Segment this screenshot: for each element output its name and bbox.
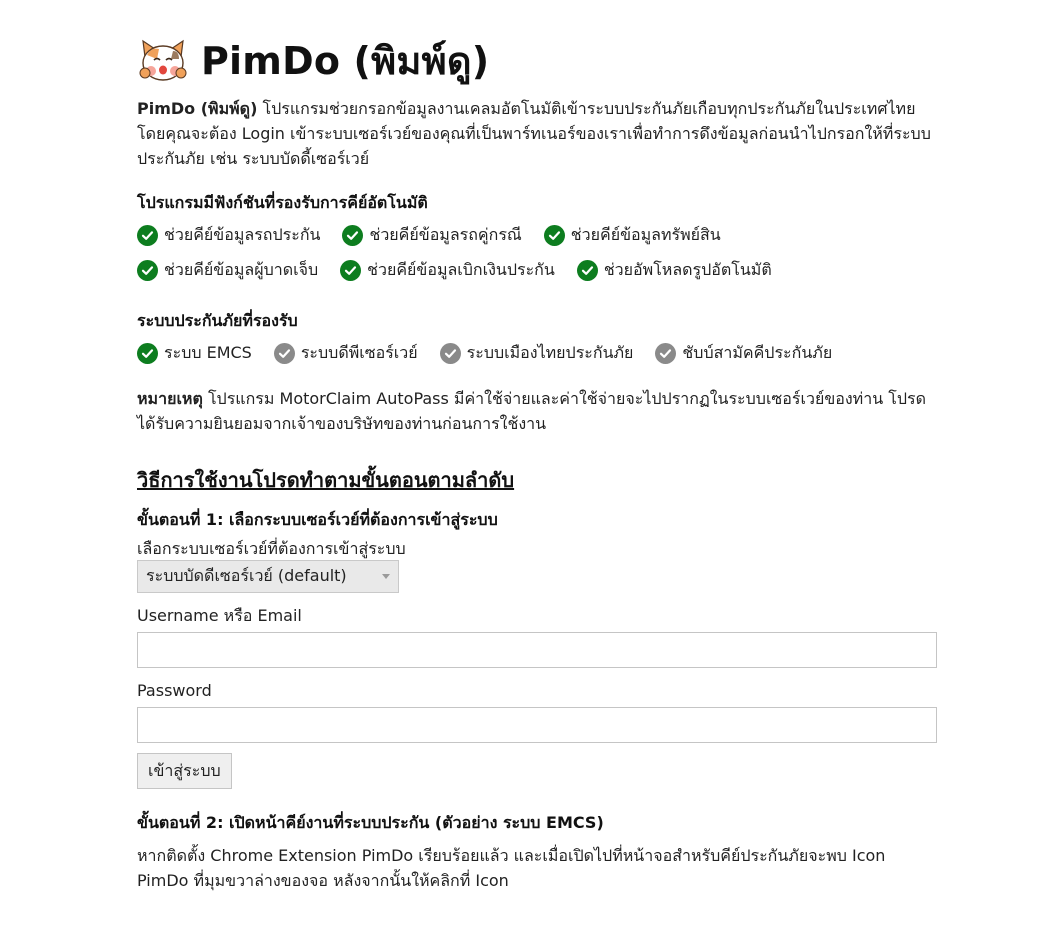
- step2-heading: ขั้นตอนที่ 2: เปิดหน้าคีย์งานที่ระบบประกัน (ตัวอย่าง ระบบ EMCS): [137, 813, 604, 832]
- systems-item: [137, 341, 252, 366]
- systems-item: [440, 341, 634, 366]
- intro-text: โปรแกรมช่วยกรอกข้อมูลงานเคลมอัตโนมัติเข้าระบบประกันภัยเกือบทุกประกันภัยในประเทศไทย โดยคุณจะต้อง Login เข้าระบบเซอร์เวย์ของคุณที่เป็นพาร์ทเนอร์ของเราเพื่อทำการดึงข้อมูลก่อนนำไปกรอกให้ที่ระบบประกันภัย เช่น ระบบบัดดี้เซอร์เวย์: [137, 99, 931, 168]
- check-circle-icon: [137, 260, 158, 281]
- check-circle-icon: [340, 260, 361, 281]
- features-item: [342, 223, 521, 248]
- username-input[interactable]: [137, 632, 937, 668]
- cat-icon: [137, 37, 189, 83]
- intro-brand: PimDo (พิมพ์ดู): [137, 99, 258, 118]
- features-item-label: ช่วยอัพโหลดรูปอัตโนมัติ: [603, 260, 772, 279]
- features-item-label: ช่วยคีย์ข้อมูลผู้บาดเจ็บ: [164, 260, 319, 279]
- features-item-label: ช่วยคีย์ข้อมูลรถคู่กรณี: [369, 225, 522, 244]
- check-circle-icon: [577, 260, 598, 281]
- survey-system-select[interactable]: [137, 560, 399, 593]
- features-list: [137, 219, 837, 289]
- features-heading: โปรแกรมมีฟังก์ชันที่รองรับการคีย์อัตโนมัติ: [137, 193, 428, 212]
- header: [137, 36, 937, 84]
- features-item-label: ช่วยคีย์ข้อมูลรถประกัน: [164, 225, 321, 244]
- systems-item: [274, 341, 418, 366]
- features-item: [577, 258, 772, 283]
- step1-heading: ขั้นตอนที่ 1: เลือกระบบเซอร์เวย์ที่ต้องการเข้าสู่ระบบ: [137, 510, 498, 529]
- username-label: Username หรือ Email: [137, 606, 302, 625]
- systems-item-label: ระบบ EMCS: [164, 343, 252, 362]
- systems-item-label: ระบบเมืองไทยประกันภัย: [466, 343, 634, 362]
- check-circle-icon: [137, 343, 158, 364]
- page-title: PimDo (พิมพ์ดู): [201, 38, 490, 83]
- login-button[interactable]: เข้าสู่ระบบ: [137, 753, 232, 789]
- howto-heading: วิธีการใช้งานโปรดทำตามขั้นตอนตามลำดับ: [137, 468, 515, 492]
- features-item: [137, 223, 320, 248]
- features-item: [340, 258, 555, 283]
- features-item-label: ช่วยคีย์ข้อมูลทรัพย์สิน: [570, 225, 721, 244]
- features-item-label: ช่วยคีย์ข้อมูลเบิกเงินประกัน: [367, 260, 555, 279]
- check-circle-icon: [342, 225, 363, 246]
- features-item: [137, 258, 318, 283]
- intro-paragraph: [137, 96, 937, 171]
- check-circle-icon: [440, 343, 461, 364]
- password-input[interactable]: [137, 707, 937, 743]
- features-item: [544, 223, 721, 248]
- systems-heading: ระบบประกันภัยที่รองรับ: [137, 311, 298, 330]
- check-circle-icon: [544, 225, 565, 246]
- survey-system-label: เลือกระบบเซอร์เวย์ที่ต้องการเข้าสู่ระบบ: [137, 539, 406, 558]
- systems-list: [137, 337, 937, 372]
- systems-item: [655, 341, 832, 366]
- check-circle-icon: [655, 343, 676, 364]
- note-paragraph: [137, 386, 937, 436]
- systems-item-label: ระบบดีพีเซอร์เวย์: [300, 343, 418, 362]
- survey-system-selected: ระบบบัดดีเซอร์เวย์ (default): [146, 566, 347, 585]
- chevron-down-icon: [382, 574, 390, 579]
- step2-text: หากติดตั้ง Chrome Extension PimDo เรียบร้อยแล้ว และเมื่อเปิดไปที่หน้าจอสำหรับคีย์ประกันภัยจะพบ Icon PimDo ที่มุมขวาล่างของจอ หลังจากนั้นให้คลิกที่ Icon: [137, 846, 886, 890]
- systems-item-label: ชับบ์สามัคคีประกันภัย: [682, 343, 833, 362]
- note-text: โปรแกรม MotorClaim AutoPass มีค่าใช้จ่ายและค่าใช้จ่ายจะไปปรากฏในระบบเซอร์เวย์ของท่าน โปรดได้รับความยินยอมจากเจ้าของบริษัทของท่านก่อนการใช้งาน: [137, 389, 926, 433]
- note-label: หมายเหตุ: [137, 389, 203, 408]
- check-circle-icon: [137, 225, 158, 246]
- password-label: Password: [137, 681, 212, 700]
- page: [137, 36, 937, 893]
- check-circle-icon: [274, 343, 295, 364]
